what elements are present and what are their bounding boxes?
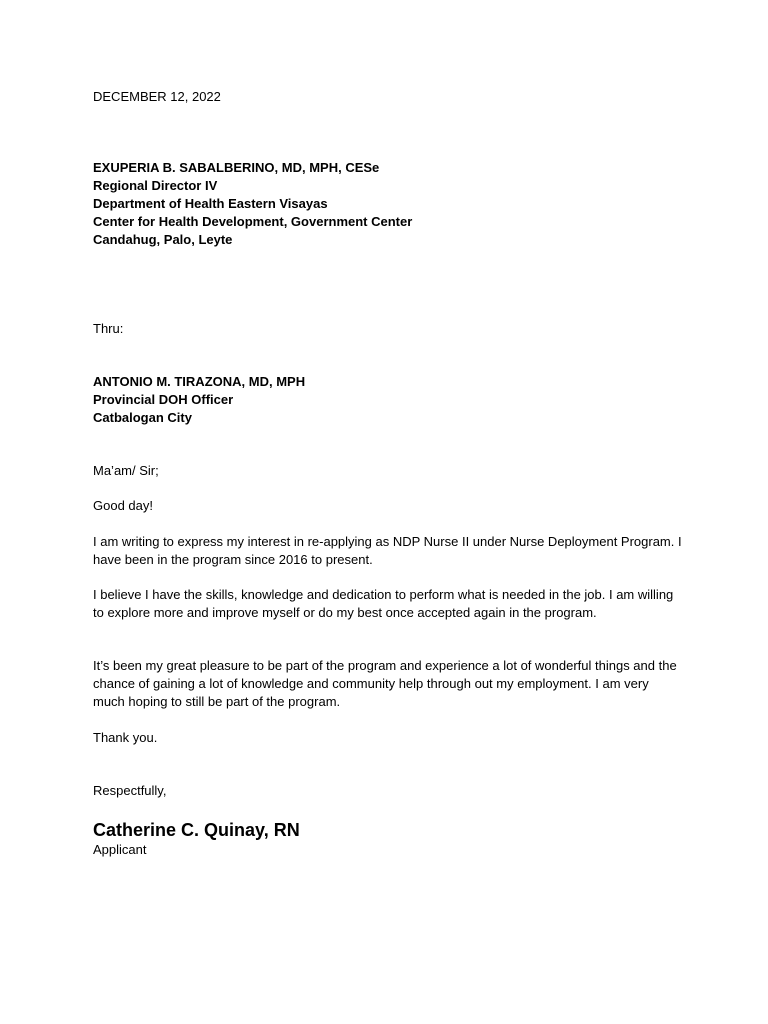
recipient-block	[93, 159, 683, 249]
recipient-name: EXUPERIA B. SABALBERINO, MD, MPH, CESe	[93, 160, 380, 175]
letter-date: DECEMBER 12, 2022	[93, 89, 221, 104]
body-paragraph-3	[93, 657, 683, 711]
recipient-department: Department of Health Eastern Visayas	[93, 196, 328, 211]
thru-name: ANTONIO M. TIRAZONA, MD, MPH	[93, 374, 306, 389]
recipient-title: Regional Director IV	[93, 178, 218, 193]
thru-label-block	[93, 320, 683, 338]
body-paragraph-text: I am writing to express my interest in re-applying as NDP Nurse II under Nurse Deployment Program. I have been in the program since 2016 to present.	[93, 534, 682, 567]
signature-name: Catherine C. Quinay, RN	[93, 820, 300, 840]
thru-block	[93, 373, 683, 427]
thank-you-block	[93, 729, 683, 747]
signature-title: Applicant	[93, 842, 147, 857]
body-paragraph-text: I believe I have the skills, knowledge and dedication to perform what is needed in the job. I am willing to explore more and improve myself or do my best once accepted again in the program.	[93, 587, 674, 620]
salutation-block	[93, 462, 683, 480]
letter-date-block	[93, 88, 683, 106]
closing-thanks: Thank you.	[93, 730, 158, 745]
greeting-block	[93, 497, 683, 515]
recipient-center: Center for Health Development, Government Center	[93, 214, 413, 229]
body-paragraph-1	[93, 533, 683, 569]
body-paragraph-text: It’s been my great pleasure to be part of the program and experience a lot of wonderful things and the chance of gaining a lot of knowledge and community help through out my employment. I am very much hoping to still be part of the program.	[93, 658, 677, 709]
salutation: Ma’am/ Sir;	[93, 463, 159, 478]
thru-label: Thru:	[93, 321, 124, 336]
thru-city: Catbalogan City	[93, 410, 192, 425]
greeting: Good day!	[93, 498, 153, 513]
signature-block	[93, 819, 683, 859]
thru-title: Provincial DOH Officer	[93, 392, 234, 407]
body-paragraph-2	[93, 586, 683, 622]
closing: Respectfully,	[93, 783, 167, 798]
closing-block	[93, 782, 683, 800]
recipient-address: Candahug, Palo, Leyte	[93, 232, 233, 247]
